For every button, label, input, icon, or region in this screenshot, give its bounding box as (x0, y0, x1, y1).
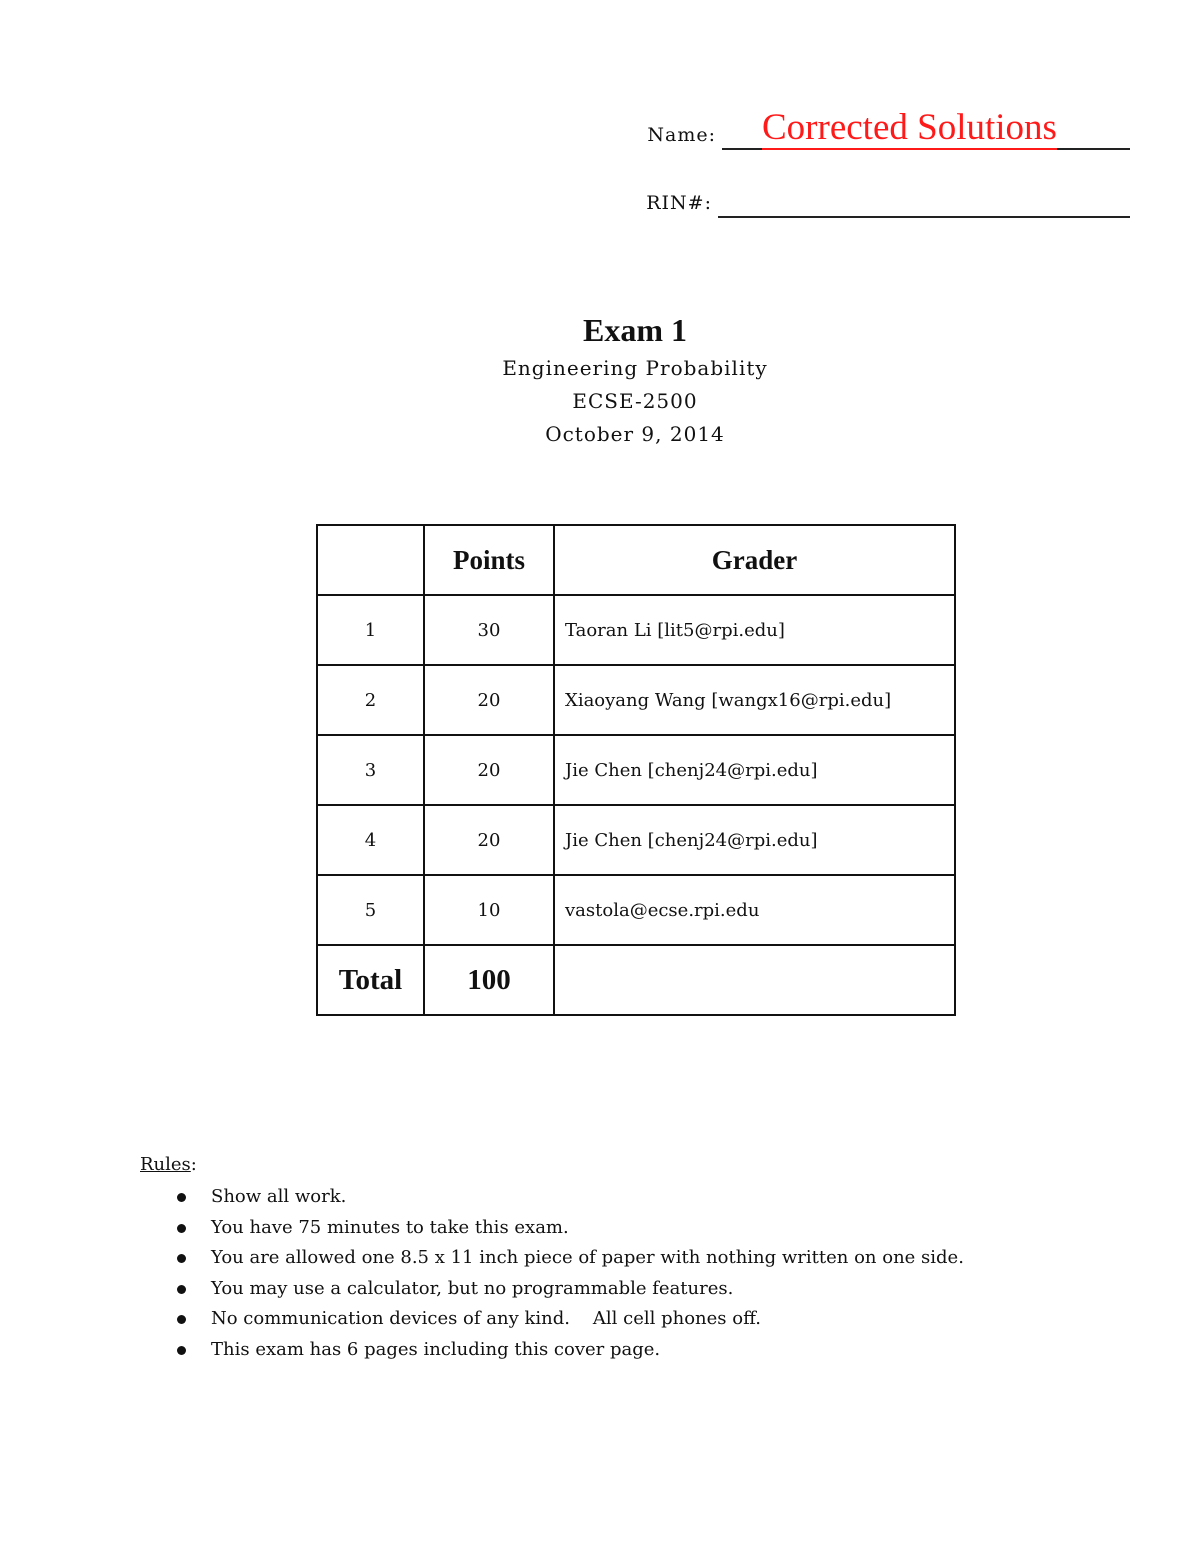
column-header-grader: Grader (554, 525, 955, 595)
problem-points: 30 (424, 595, 554, 665)
rule-text: This exam has 6 pages including this cover page. (211, 1338, 661, 1360)
total-grader-cell (554, 945, 955, 1015)
problem-points: 20 (424, 735, 554, 805)
table-row (317, 735, 955, 805)
course-code: ECSE-2500 (572, 389, 698, 413)
total-row (317, 945, 955, 1015)
rule-text: You have 75 minutes to take this exam. (211, 1216, 569, 1238)
list-item (140, 1304, 1140, 1335)
grader-cell: Jie Chen [chenj24@rpi.edu] (554, 805, 955, 875)
bullet-icon (177, 1193, 186, 1202)
bullet-icon (177, 1346, 186, 1355)
name-line[interactable] (722, 107, 1130, 150)
problem-points: 20 (424, 665, 554, 735)
table-row (317, 665, 955, 735)
rin-field (560, 178, 1130, 218)
rule-text: No communication devices of any kind. All cell phones off. (211, 1308, 761, 1329)
rules-section (140, 1152, 1140, 1365)
list-item (140, 1213, 1140, 1244)
list-item (140, 1335, 1140, 1366)
grader-cell: vastola@ecse.rpi.edu (554, 875, 955, 945)
course-name: Engineering Probability (502, 356, 768, 380)
table-row (317, 595, 955, 665)
rules-heading-text: Rules (140, 1154, 191, 1175)
bullet-icon (177, 1224, 186, 1233)
bullet-icon (177, 1285, 186, 1294)
title-block (0, 308, 1200, 451)
rules-list (140, 1182, 1140, 1365)
total-label: Total (317, 945, 424, 1015)
name-label: Name: (647, 124, 716, 146)
rin-label: RIN#: (646, 192, 712, 214)
rule-text: You are allowed one 8.5 x 11 inch piece of paper with nothing written on one side. (211, 1247, 964, 1268)
list-item (140, 1182, 1140, 1213)
rules-heading-colon: : (190, 1154, 197, 1175)
problem-number: 1 (317, 595, 424, 665)
table-header-row (317, 525, 955, 595)
problem-number: 4 (317, 805, 424, 875)
column-header-points: Points (424, 525, 554, 595)
grader-cell: Xiaoyang Wang [wangx16@rpi.edu] (554, 665, 955, 735)
exam-title: Exam 1 (583, 312, 687, 348)
rin-line[interactable] (718, 178, 1130, 218)
column-header-problem (317, 525, 424, 595)
bullet-icon (177, 1254, 186, 1263)
exam-date: October 9, 2014 (545, 422, 725, 446)
problem-number: 5 (317, 875, 424, 945)
list-item (140, 1243, 1140, 1274)
bullet-icon (177, 1315, 186, 1324)
problem-points: 10 (424, 875, 554, 945)
problem-number: 3 (317, 735, 424, 805)
total-points: 100 (424, 945, 554, 1015)
table-row (317, 875, 955, 945)
list-item (140, 1274, 1140, 1305)
table-row (317, 805, 955, 875)
corrected-solutions-annotation: Corrected Solutions (762, 107, 1057, 148)
rule-text: You may use a calculator, but no programmable features. (211, 1277, 734, 1299)
grader-cell: Jie Chen [chenj24@rpi.edu] (554, 735, 955, 805)
grader-cell: Taoran Li [lit5@rpi.edu] (554, 595, 955, 665)
rule-text: Show all work. (211, 1186, 347, 1207)
grading-table (316, 524, 956, 1016)
problem-number: 2 (317, 665, 424, 735)
rules-heading (140, 1152, 1140, 1178)
name-field (560, 107, 1130, 150)
problem-points: 20 (424, 805, 554, 875)
